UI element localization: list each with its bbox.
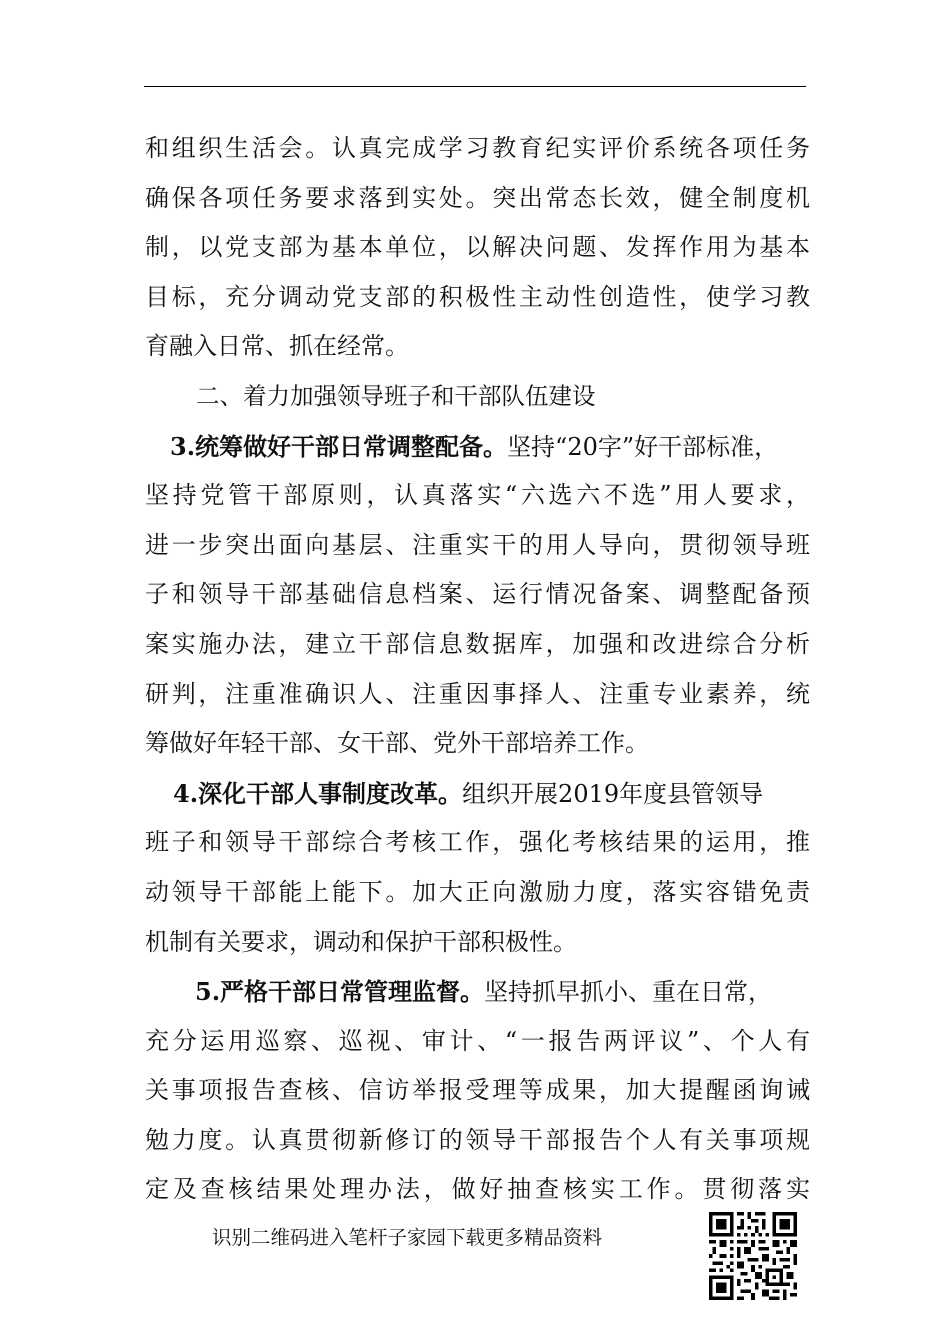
section-heading: 二、着力加强领导班子和干部队伍建设: [196, 381, 596, 410]
footer-promo-text: 识别二维码进入笔杆子家园下载更多精品资料: [212, 1226, 603, 1249]
paragraph-line: 进一步突出面向基层、注重实干的用人导向，贯彻领导班: [145, 530, 810, 559]
paragraph-line: 机制有关要求，调动和保护干部积极性。: [145, 927, 577, 956]
paragraph-line: 子和领导干部基础信息档案、运行情况备案、调整配备预: [145, 580, 810, 609]
item-3-first-line: [145, 422, 810, 472]
paragraph-line: 勉力度。认真贯彻新修订的领导干部报告个人有关事项规: [145, 1125, 810, 1154]
paragraph-line: 充分运用巡察、巡视、审计、“一报告两评议”、个人有: [145, 1026, 810, 1055]
paragraph-line: 和组织生活会。认真完成学习教育纪实评价系统各项任务: [145, 134, 810, 162]
paragraph-line: 育融入日常、抓在经常。: [145, 332, 409, 361]
paragraph-line: 案实施办法，建立干部信息数据库，加强和改进综合分析: [145, 629, 810, 658]
item-5-title: 5.严格干部日常管理监督。: [195, 977, 485, 1007]
item-4-first-line-text: 组织开展2019年度县管领导: [462, 779, 764, 808]
item-5-first-line: [145, 967, 810, 1017]
document-body: [145, 124, 810, 1215]
item-4-first-line: [145, 769, 810, 819]
item-4-title: 4.深化干部人事制度改革。: [173, 778, 463, 808]
paragraph-line: 关事项报告查核、信访举报受理等成果，加大提醒函询诫: [145, 1076, 810, 1105]
item-3-title: 3.统筹做好干部日常调整配备。: [170, 431, 508, 461]
item-5-first-line-text: 坚持抓早抓小、重在日常，: [484, 978, 773, 1007]
paragraph-line: 制，以党支部为基本单位，以解决问题、发挥作用为基本: [145, 233, 810, 262]
paragraph-line: 筹做好年轻干部、女干部、党外干部培养工作。: [145, 729, 649, 758]
paragraph-line: 动领导干部能上能下。加大正向激励力度，落实容错免责: [145, 877, 810, 906]
paragraph-line: 研判，注重准确识人、注重因事择人、注重专业素养，统: [145, 679, 810, 708]
paragraph-line: 坚持党管干部原则，认真落实“六选六不选”用人要求，: [145, 481, 810, 510]
qr-code-icon[interactable]: [709, 1212, 797, 1300]
paragraph-line: 目标，充分调动党支部的积极性主动性创造性，使学习教: [145, 282, 810, 311]
paragraph-line: 班子和领导干部综合考核工作，强化考核结果的运用，推: [145, 828, 810, 857]
paragraph-line: 确保各项任务要求落到实处。突出常态长效，健全制度机: [145, 183, 810, 212]
paragraph-line: 定及查核结果处理办法，做好抽查核实工作。贯彻落实: [145, 1175, 810, 1204]
item-3-first-line-text: 坚持“20字”好干部标准，: [507, 432, 779, 461]
header-rule: [144, 86, 806, 87]
